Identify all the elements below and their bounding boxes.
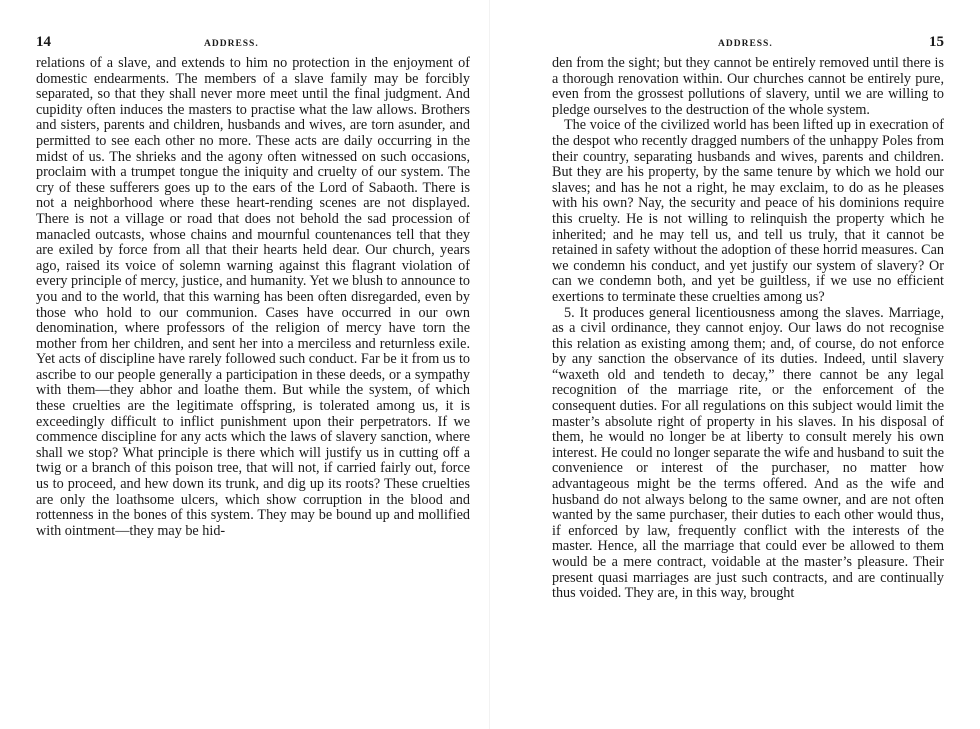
left-running-title: ADDRESS. — [204, 39, 259, 49]
right-running-title: ADDRESS. — [718, 39, 773, 49]
right-paragraph-2: The voice of the civilized world has been lifted up in execration of the despot who recently dragged numbers of the unhappy Poles from their country, separating husbands and wives, parents and children. But they are his property, by the same tenure by which we hold our slaves; and has he not a right, he may exclaim, to do as he pleases with his own? Nay, the security and peace of his dominions require this cruelty. He is not willing to relinquish the property which he inherited; and he may tell us, and tell us truly, that it cannot be retained in safety without the adoption of these horrid measures. Can we condemn his conduct, and yet justify our system of slavery? Or can we condemn both, and yet be guiltless, if we use no efficient exertions to terminate these cruelties among us? — [552, 117, 944, 305]
right-page — [490, 0, 980, 729]
right-page-body — [552, 56, 944, 602]
left-page-header — [36, 34, 470, 56]
right-page-number: 15 — [929, 34, 944, 50]
right-page-header — [552, 34, 944, 56]
right-paragraph-3: 5. It produces general licentiousness among the slaves. Marriage, as a civil ordinance, they cannot enjoy. Our laws do not recognise this relation as existing among them; and, of course, do not enforce by any sanction the observance of its duties. Indeed, until slavery “waxeth old and tendeth to decay,” there cannot be any legal recognition of the marriage rite, or the enforcement of the consequent duties. For all regulations on this subject would limit the master’s absolute right of property in his slaves. In his disposal of them, he would no longer be at liberty to consult merely his own interest. He could no longer separate the wife and husband to suit the convenience or interest of the purchaser, no matter how advantageous might be the terms offered. And as the wife and husband do not always belong to the same owner, and are not often wanted by the same purchaser, their duties to each other would thus, if enforced by law, frequently conflict with the interests of the master. Hence, all the marriage that could ever be allowed to them would be a mere contract, voidable at the master’s pleasure. Their present quasi marriages are just such contracts, and are continually thus voided. They are, in this way, brought — [552, 304, 945, 602]
left-page-body — [36, 56, 470, 539]
left-page-number: 14 — [36, 34, 51, 50]
left-paragraph-1: relations of a slave, and extends to him no protection in the enjoyment of domestic endearments. The members of a slave family may be forcibly separated, so that they shall never more meet until the final judgment. And cupidity often induces the masters to practise what the law allows. Brothers and sisters, parents and children, husbands and wives, are torn asunder, and permitted to see each other no more. These acts are daily occurring in the midst of us. The shrieks and the agony often witnessed on such occasions, proclaim with a trumpet tongue the iniquity and cruelty of our system. The cry of these sufferers goes up to the ears of the Lord of Sabaoth. There is not a neighborhood where these heart-rending scenes are not displayed. There is not a village or road that does not behold the sad procession of manacled outcasts, whose chains and mournful countenances tell that they are exiled by force from all that their hearts held dear. Our church, years ago, raised its voice of solemn warning against this flagrant violation of every principle of mercy, justice, and humanity. Yet we blush to announce to you and to the world, that this warning has been often disregarded, even by those who hold to our communion. Cases have occurred in our own denomination, where professors of the religion of mercy have torn the mother from her children, and sent her into a merciless and returnless exile. Yet acts of discipline have rarely followed such conduct. Far be it from us to ascribe to our people generally a participation in these deeds, or a sympathy with them—they abhor and loathe them. But while the system, of which these cruelties are the legitimate offspring, is tolerated among us, it is exceedingly difficult to inflict punishment upon their perpetrators. If we commence discipline for any acts which the laws of slavery sanction, where shall we stop? What principle is there which will justify us in cutting off a twig or a branch of this poison tree, that will not, if carried fairly out, force us to proceed, and hew down its trunk, and dig up its roots? These cruelties are only the loathsome ulcers, which show corruption in the blood and rottenness in the bones of this system. They may be bound up and mollified with ointment—they may be hid- — [36, 55, 470, 539]
right-paragraph-1: den from the sight; but they cannot be entirely removed until there is a thorough renovation within. Our churches cannot be entirely pure, even from the grossest pollutions of slavery, until we are willing to pledge ourselves to the destruction of the whole system. — [552, 55, 944, 118]
